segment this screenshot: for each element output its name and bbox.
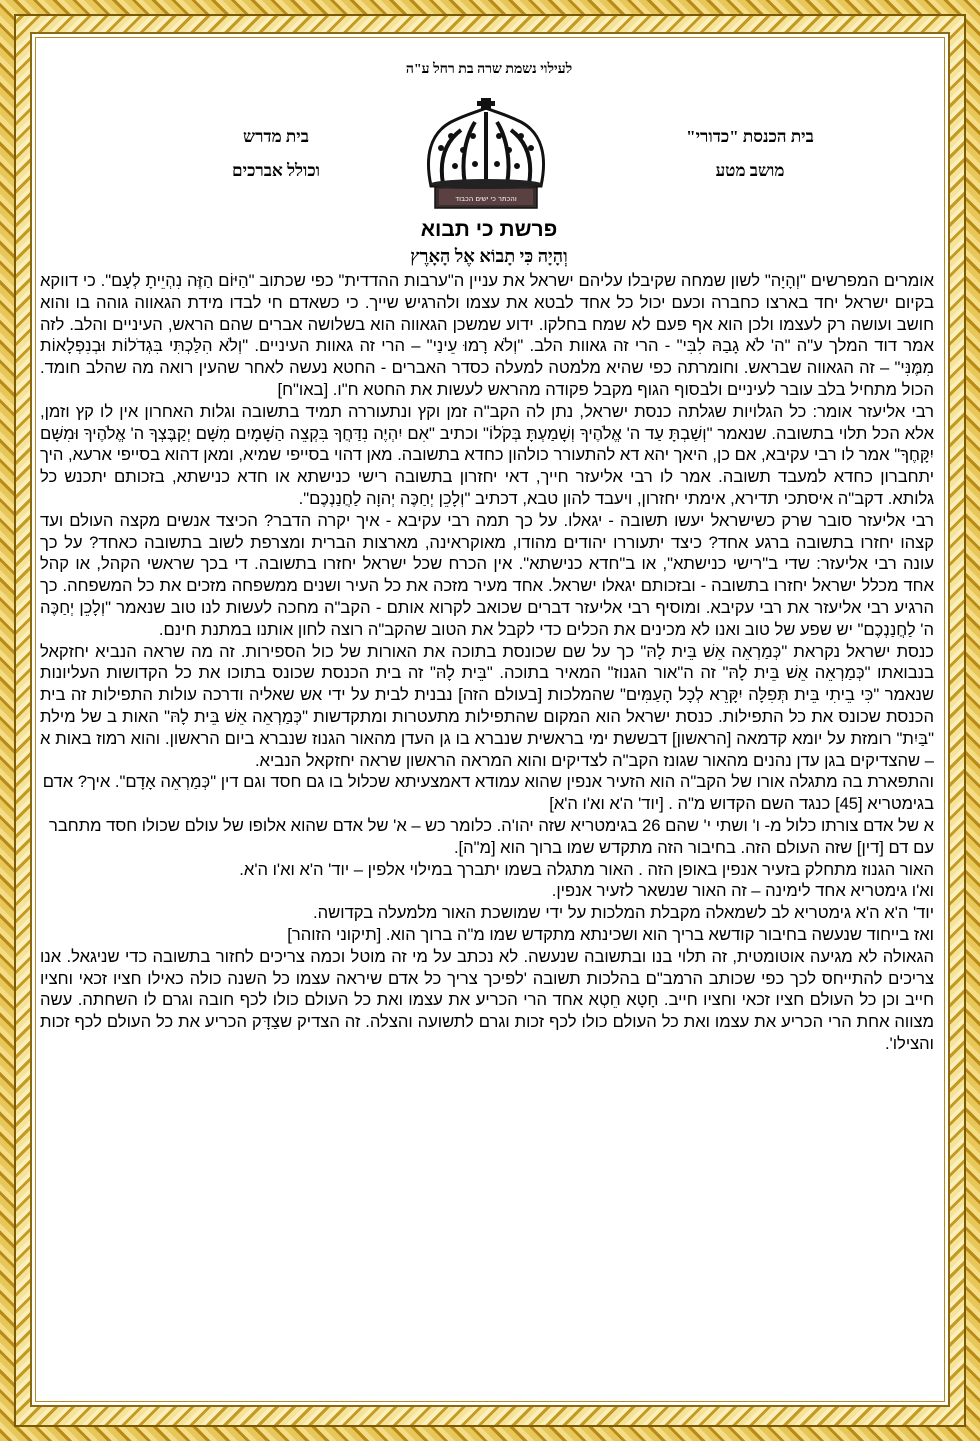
beit-midrash [196,120,356,188]
paragraph: רבי אליעזר אומר: כל הגלויות שגלתה כנסת ישראל, נתן לה הקב"ה זמן וקץ ונתעוררה תמיד בתשובה וגלות האחרון אין לו קץ וזמן, אלא הכל תלוי בתשובה. שנאמר "וְשַׁבְתָּ עַד ה' אֱלֹהֶיךָ וְשָׁמַעְתָּ בְּקֹלוֹ" וכתיב "אִם יִהְיֶה נִדַּחֲךָ בִּקְצֵה הַשָּׁמָיִם מִשָּׁם יְקַבֶּצְךָ ה' אֱלֹהֶיךָ וּמִשָּׁם יִקָּחֶךָ" אמר לו רבי עקיבא, אם כן, היאך יהא דא להתעורר כולהון כחדא בתשובה. מאן דהוי בסייפי שמיא, ומאן דהוא בסייפי ארעא, היך יתחברון כחדא למעבד תשובה. אמר לו רבי אליעזר חייך, דאי יחזרון בתשובה רישי כנישתא או חדא כנישתא, בזכותם יתכנש כל גלותא. דקב"ה איסתכי תדירא, אימתי יחזרון, ויעבד להון טבא, דכתיב "וְלָכֵן יְחַכֶּה יְהוָה לַחֲנַנְכֶם". [40,401,934,508]
beit-midrash-line1: בית מדרש [243,127,309,146]
paragraph: והתפארת בה מתגלה אורו של הקב"ה הוא הזעיר אנפין שהוא עמודא דאמצעיתא שכלול בו גם חסד וגם דין "כְּמַרְאֵה אָדָם". איך? אדם בגימטריא [45] כנגד השם הקדוש מ"ה . [יוד' ה'א וא'ו ה'א] [42,772,934,814]
synagogue-location: מושב מטע [715,161,785,180]
paragraph: א של אדם צורתו כלול מ- ו' ושתי י' שהם 26 בגימטריא שזה יהו'ה. כלומר כש – א' של אדם שהוא אלופו של עולם שכולו חסד מתחבר עם דם [דין] שזה העולם הזה. בחיבור הזה מתקדש שמו ברוך הוא [מ"ה]. [49,815,934,857]
dedication: לעילוי נשמת שרה בת רחל ע"ה [405,62,573,77]
document-content [36,40,942,1400]
crown-caption: והכתר כי ישים הכבוד [455,195,517,203]
crown-logo [411,98,561,220]
paragraph: אומרים המפרשים "וְהָיָה" לשון שמחה שקיבלו עליהם ישראל את עניין ה"ערבות ההדדית" כפי שכתוב "הַיּוֹם הַזֶּה נִהְיֵיתָ לְעָם". כי דווקא בקיום ישראל יחד בארצו כחברה וכעם יכול כל אחד לבטא את עצמו ולהרגיש שייך. כי כשאדם חי לבדו מידת הגאווה גוהה בו והוא חושב ועושה רק לעצמו ולכן הוא אף פעם לא שמח בחלקו. ידוע שמשכן הגאווה הוא בשלושה אברים שהם הראש, העיניים והלב. לזה אמר דוד המלך ע"ה "ה' לֹא גָבַהּ לִבִּי" - הרי זה גאוות הלב. "וְלֹא רָמוּ עֵינַי" – הרי זה גאוות העיניים. "וְלֹא הִלַּכְתִּי בִּגְדֹלוֹת וּבְנִפְלָאוֹת מִמֶּנִּי" – זה הגאווה שבראש. וחומרתה כפי שהיא מלמטה למעלה כסדר האברים - החטא נעשה לאחר שהעין רואה מה שהלב חומד. הכול מתחיל בלב עובר לעיניים ולבסוף הגוף מקבל פקודה מהראש לעשות את החטא ח"ו. [באו"ח] [40,271,934,399]
synagogue-name-line1: בית הכנסת "כדורי" [686,127,814,146]
paragraph: כנסת ישראל נקראת "כְּמַרְאֵה אֵשׁ בֵּית לָהּ" כך על שם שכונסת בתוכה את האורות של כול הספירות. זה מה שראה הנביא יחזקאל בנבואתו "כְּמַרְאֵה אֵשׁ בֵּית לָהּ" זה ה"אור הגנוז" המאיר בתוכה. "בֵּית לָהּ" זה בית הכנסת שכונס בתוכו את כל הקדושות העליונות שנאמר "כִּי בֵיתִי בֵּית תְּפִלָּה יִקָּרֵא לְכָל הָעַמִּים" שהמלכות [בעולם הזה] נבנית לבית על ידי אש שאליה ודרכה עולות התפילות זה בית הכנסת שכונס את כל התפילות. כנסת ישראל הוא המקום שהתפילות מתעטרות ומתקדשות "כְּמַרְאֵה אֵשׁ בֵּית לָהּ" האות ב של מילת "בַּיִת" רומזת על יומא קדמאה [הראשון] דבששת ימי בראשית שנברא בו גן העדן מהאור הגנוז שנברא ביום הראשון. והוא רמוז באות א – שהצדיקים בגן עדן נהנים מהאור שגונז הקב"ה לצדיקים והוא המראה הראשון שראה יחזקאל הנביא. [40,641,934,770]
paragraph: ואז בייחוד שנעשה בחיבור קודשא בריך הוא ושכינתא מתקדש שמו מ"ה ברוך הוא. [תיקוני הזוהר] [287,924,934,944]
page-title: פרשת כי תבוא [420,218,558,241]
paragraph: יוד' ה'א ה'א גימטריא לב לשמאלה מקבלת המלכות על ידי שמושכת האור מלמעלה בקדושה. [313,903,934,923]
paragraph: הגאולה לא מגיעה אוטומטית, זה תלוי בנו ובתשובה שנעשה. לא נכתב על מי זה מוטל וכמה צריכים לחזור בתשובה כדי שניגאל. אנו צריכים להתייחס לכך כפי שכותב הרמב"ם בהלכות תשובה 'לפיכך צריך כל אדם שיראה עצמו כל השנה כולה כאילו חציו זכאי וחציו חייב וכן כל העולם חציו זכאי וחציו חייב. חָטָא חֵטְא אחד הרי הכריע את עצמו ואת כל העולם כולו לכף חובה וגרם לו השחתה. עשה מצווה אחת הרי הכריע את עצמו ואת כל העולם כולו לכף זכות וגרם לתשועה והצלה. זה הצדיק שצַדָּק הכריע את כל העולם לכף זכות והצילו'. [40,946,934,1053]
paragraph: רבי אליעזר סובר שרק כשישראל יעשו תשובה - יגאלו. על כך תמה רבי עקיבא - איך יקרה הדבר? הכיצד אנשים מקצה העולם ועד קצהו יחזרו בתשובה ברגע אחד? כיצד יתעוררו יהודים מהודו, מאוקראינה, מארצות הברית ומצרפת לשוב בתשובה כאחד? על כך עונה רבי אליעזר: שדי ב"רישי כנישתא", או ב"חדא כנישתא". אין הכרח שכל ישראל יחזרו בתשובה. די בכך שראשי הקהל, או קהל אחד מכלל ישראל יחזרו בתשובה - ובזכותם יגאלו ישראל. אחד מעיר מזכה את כל העיר ושנים ממשפחה מזכים את כל המשפחה. כך הרגיע רבי אליעזר את רבי עקיבא. ומוסיף רבי אליעזר דברים שכואב לקרוא אותם - הקב"ה מחכה לעשות לנו טוב שנאמר "וְלָכֵן יְחַכֶּה ה' לַחֲנַנְכֶם" יש שפע של טוב ואנו לא מכינים את הכלים כדי לקבל את הטוב שהקב"ה רוצה לחון אותנו במתנת חינם. [40,510,934,639]
article-body [40,270,934,1055]
paragraph: וא'ו גימטריא אחד לימינה – זה האור שנשאר לזעיר אנפין. [551,881,934,901]
synagogue-name [670,120,830,188]
paragraph: האור הגנוז מתחלק בזעיר אנפין באופן הזה . האור מתגלה בשמו יתברך במילוי אלפין – יוד' ה'א וא'ו ה'א. [239,859,934,879]
kollel-line: וכולל אברכים [232,161,320,180]
verse-subtitle: וְהָיָה כִּי תָבוֹא אֶל הָאָרֶץ [410,246,568,266]
